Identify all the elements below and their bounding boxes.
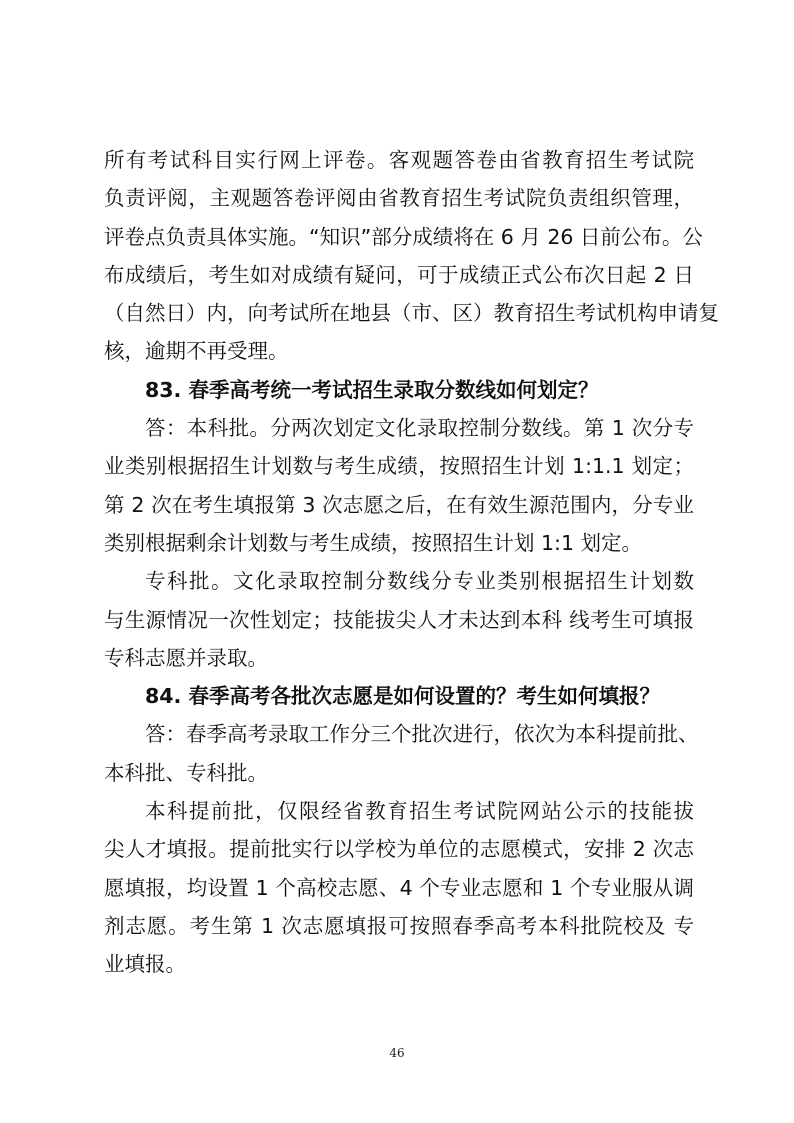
page-number: 46 <box>389 1046 405 1060</box>
question-heading: 84. 春季高考各批次志愿是如何设置的？考生如何填报？ <box>145 684 660 709</box>
body-text-line: 负责评阅，主观题答卷评阅由省教育招生考试院负责组织管理， <box>104 186 694 211</box>
body-text-line: 与生源情况一次性划定；技能拔尖人才未达到本科 线考生可填报 <box>104 607 694 632</box>
body-text-line: 本科提前批，仅限经省教育招生考试院网站公示的技能拔 <box>145 799 694 824</box>
body-text-line: 专科志愿并录取。 <box>104 645 268 670</box>
document-body <box>104 141 719 984</box>
body-text-line: 类别根据剩余计划数与考生成绩，按照招生计划 1:1 划定。 <box>104 530 643 555</box>
question-heading: 83. 春季高考统一考试招生录取分数线如何划定？ <box>145 377 599 402</box>
body-text-line: 评卷点负责具体实施。“知识”部分成绩将在 6 月 26 日前公布。公 <box>104 224 703 249</box>
body-text-line: 尖人才填报。提前批实行以学校为单位的志愿模式，安排 2 次志 <box>104 837 694 862</box>
body-text-line: 答：本科批。分两次划定文化录取控制分数线。第 1 次分专 <box>145 416 694 441</box>
body-text-line: 所有考试科目实行网上评卷。客观题答卷由省教育招生考试院 <box>104 148 694 172</box>
body-text-line: 核，逾期不再受理。 <box>104 339 289 364</box>
body-text-line: 业类别根据招生计划数与考生成绩，按照招生计划 1:1.1 划定； <box>104 454 694 479</box>
body-text-line: 业填报。 <box>104 952 186 977</box>
body-text-line: 专科批。文化录取控制分数线分专业类别根据招生计划数 <box>145 569 694 594</box>
body-text-line: 本科批、专科批。 <box>104 760 268 785</box>
body-text-line: 愿填报，均设置 1 个高校志愿、4 个专业志愿和 1 个专业服从调 <box>104 875 694 900</box>
body-text-line: 答：春季高考录取工作分三个批次进行，依次为本科提前批、 <box>145 722 699 747</box>
body-text-line: 第 2 次在考生填报第 3 次志愿之后，在有效生源范围内，分专业 <box>104 492 694 517</box>
body-text-line: （自然日）内，向考试所在地县（市、区）教育招生考试机构申请复 <box>104 301 719 326</box>
body-text-line: 布成绩后，考生如对成绩有疑问，可于成绩正式公布次日起 2 日 <box>104 262 694 287</box>
body-text-line: 剂志愿。考生第 1 次志愿填报可按照春季高考本科批院校及 专 <box>104 913 694 938</box>
